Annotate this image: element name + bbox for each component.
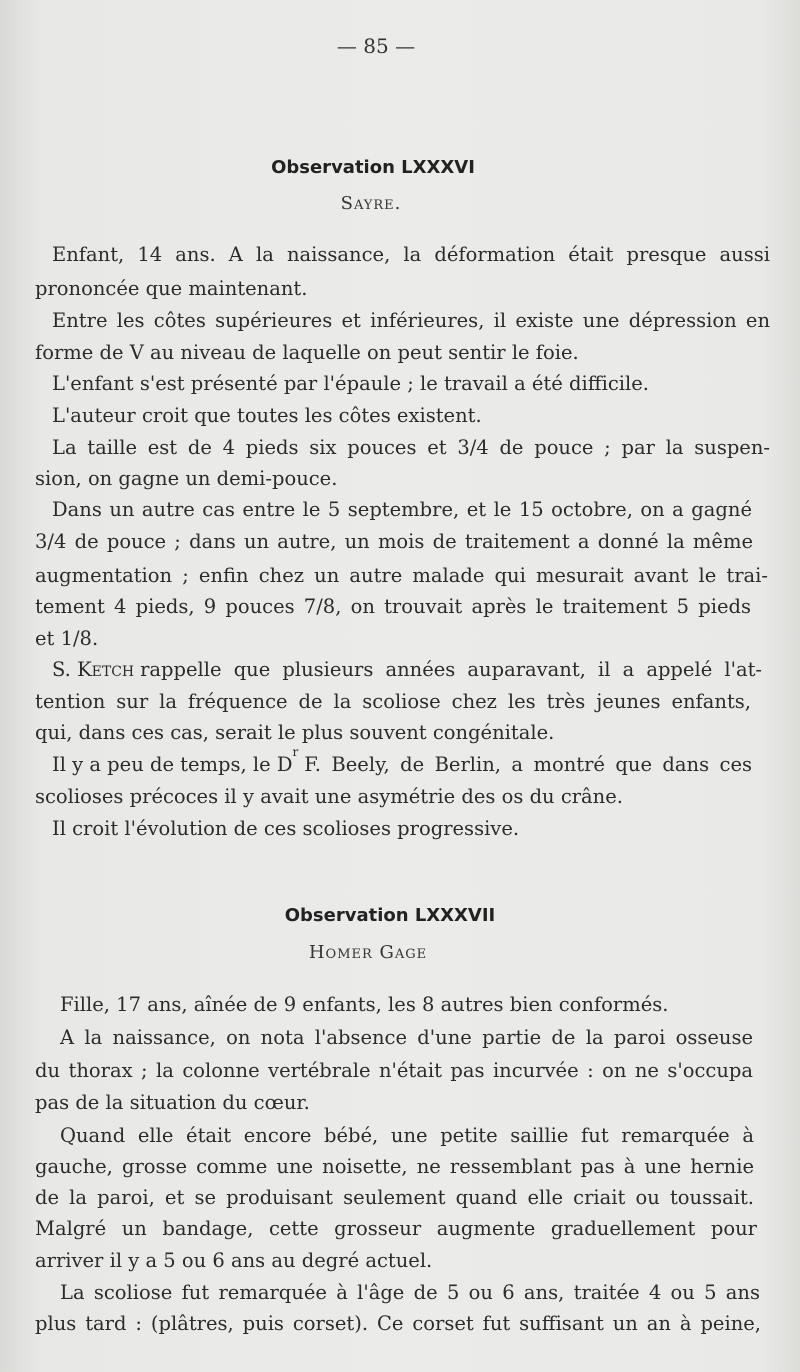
paragraph-line: tention sur la fréquence de la scoliose chez les très jeunes enfants, <box>35 690 751 713</box>
paragraph-line: Enfant, 14 ans. A la naissance, la déformation était presque aussi <box>52 243 770 266</box>
paragraph-line: de la paroi, et se produisant seulement quand elle criait ou toussait. <box>35 1186 754 1209</box>
paragraph-line: La scoliose fut remarquée à l'âge de 5 ou 6 ans, traitée 4 ou 5 ans <box>60 1281 760 1304</box>
paragraph-line: du thorax ; la colonne vertébrale n'était pas incurvée : on ne s'occupa <box>35 1059 753 1082</box>
observation-title: Observation LXXXVII <box>284 905 496 926</box>
paragraph-line: tement 4 pieds, 9 pouces 7/8, on trouvait après le traitement 5 pieds <box>35 595 751 618</box>
paragraph-line: rappelle que plusieurs années auparavant, il a appelé l'at- <box>140 658 762 681</box>
paragraph-line: forme de V au niveau de laquelle on peut sentir le foie. <box>35 341 579 364</box>
paragraph-line: L'auteur croit que toutes les côtes existent. <box>52 404 482 427</box>
paragraph-line: F. Beely, de Berlin, a montré que dans ces <box>304 753 752 776</box>
paragraph-line: sion, on gagne un demi-pouce. <box>35 467 338 490</box>
paragraph-line: plus tard : (plâtres, puis corset). Ce corset fut suffisant un an à peine, <box>35 1312 761 1335</box>
observation-title: Observation LXXXVI <box>271 157 475 178</box>
paragraph-line: Fille, 17 ans, aînée de 9 enfants, les 8 autres bien conformés. <box>60 993 669 1016</box>
paragraph-line: L'enfant s'est présenté par l'épaule ; le travail a été difficile. <box>52 372 649 395</box>
dr-superscript: r <box>292 745 299 759</box>
paragraph-line: pas de la situation du cœur. <box>35 1091 310 1114</box>
ketch-name: Ketch <box>77 658 135 681</box>
paragraph-line: scolioses précoces il y avait une asymétrie des os du crâne. <box>35 785 623 808</box>
paragraph-line: Entre les côtes supérieures et inférieures, il existe une dépression en <box>52 309 770 332</box>
paragraph-line: La taille est de 4 pieds six pouces et 3/4 de pouce ; par la suspen- <box>52 436 770 459</box>
paragraph-line: augmentation ; enfin chez un autre malade qui mesurait avant le trai- <box>35 564 768 587</box>
paragraph-line: Il croit l'évolution de ces scolioses progressive. <box>52 817 520 840</box>
paragraph-line: gauche, grosse comme une noisette, ne ressemblant pas à une hernie <box>35 1155 754 1178</box>
paragraph-line-ketch <box>52 657 762 683</box>
paragraph-line: et 1/8. <box>35 627 99 650</box>
paragraph-line: Quand elle était encore bébé, une petite saillie fut remarquée à <box>60 1124 754 1147</box>
paragraph-line-beely <box>52 745 752 778</box>
observation-author: Homer Gage <box>308 942 428 963</box>
observation-author: Sayre. <box>340 193 402 214</box>
paragraph-line: A la naissance, on nota l'absence d'une partie de la paroi osseuse <box>60 1026 753 1049</box>
paragraph-line: 3/4 de pouce ; dans un autre, un mois de traitement a donné la même <box>35 530 753 553</box>
paragraph-line: Malgré un bandage, cette grosseur augmente graduellement pour <box>35 1217 757 1240</box>
paragraph-line: qui, dans ces cas, serait le plus souvent congénitale. <box>35 721 555 744</box>
paragraph-line: prononcée que maintenant. <box>35 277 308 300</box>
ketch-prefix: S. <box>52 658 78 681</box>
paragraph-line: Dans un autre cas entre le 5 septembre, et le 15 octobre, on a gagné <box>52 498 752 521</box>
page-number: — 85 — <box>336 34 416 58</box>
paragraph-line: Il y a peu de temps, le D <box>52 753 293 776</box>
paragraph-line: arriver il y a 5 ou 6 ans au degré actuel. <box>35 1249 433 1272</box>
